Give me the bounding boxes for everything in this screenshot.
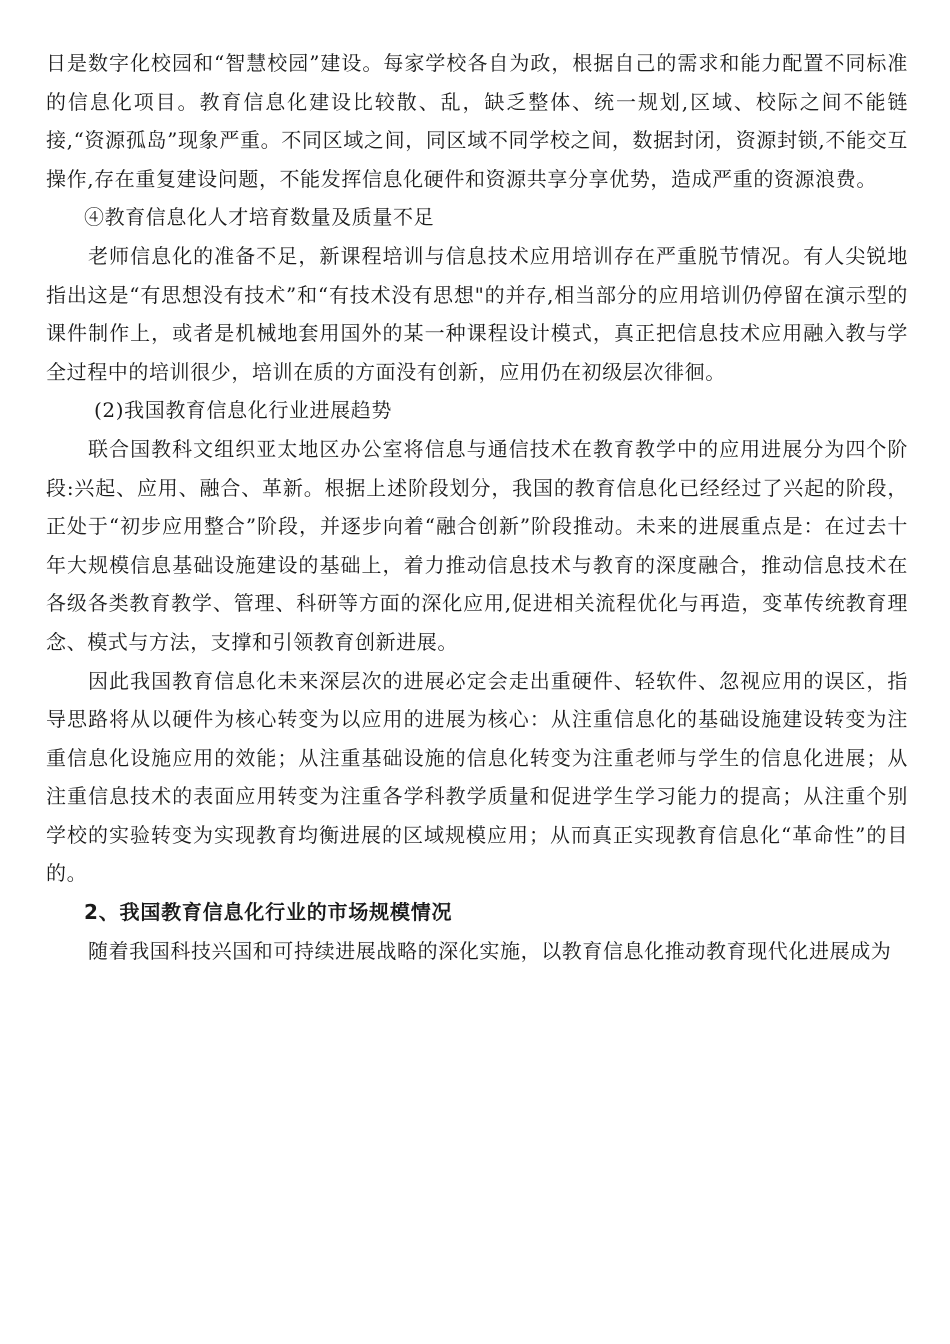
section-heading: (2)我国教育信息化行业进展趋势	[94, 398, 392, 423]
body-paragraph: 随着我国科技兴国和可持续进展战略的深化实施，以教育信息化推动教育现代化进展成为	[88, 938, 892, 963]
body-paragraph: 因此我国教育信息化未来深层次的进展必定会走出重硬件、轻软件、忽视应用的误区，指导思路将从以硬件为核心转变为以应用的进展为核心：从注重信息化的基础设施建设转变为注重信息化设施应用的效能；从注重基础设施的信息化转变为注重老师与学生的信息化进展；从注重信息技术的表面应用转变为注重各学科教学质量和促进学生学习能力的提高；从注重个别学校的实验转变为实现教育均衡进展的区域规模应用；从而真正实现教育信息化“革命性”的目的。	[46, 668, 908, 886]
document-page	[46, 44, 908, 970]
body-paragraph: 联合国教科文组织亚太地区办公室将信息与通信技术在教育教学中的应用进展分为四个阶段:兴起、应用、融合、革新。根据上述阶段划分，我国的教育信息化已经经过了兴起的阶段，正处于“初步应用整合”阶段，并逐步向着“融合创新”阶段推动。未来的进展重点是：在过去十年大规模信息基础设施建设的基础上，着力推动信息技术与教育的深度融合，推动信息技术在各级各类教育教学、管理、科研等方面的深化应用,促进相关流程优化与再造，变革传统教育理念、模式与方法，支撑和引领教育创新进展。	[46, 436, 908, 654]
body-paragraph: 日是数字化校园和“智慧校园”建设。每家学校各自为政，根据自己的需求和能力配置不同标准的信息化项目。教育信息化建设比较散、乱，缺乏整体、统一规划,区域、校际之间不能链接,“资源孤岛”现象严重。不同区域之间，同区域不同学校之间，数据封闭，资源封锁,不能交互操作,存在重复建设问题，不能发挥信息化硬件和资源共享分享优势，造成严重的资源浪费。	[46, 51, 908, 191]
body-paragraph: 老师信息化的准备不足，新课程培训与信息技术应用培训存在严重脱节情况。有人尖锐地指出这是“有思想没有技术”和“有技术没有思想"的并存,相当部分的应用培训仍停留在演示型的课件制作上，或者是机械地套用国外的某一种课程设计模式，真正把信息技术应用融入教与学全过程中的培训很少，培训在质的方面没有创新，应用仍在初级层次徘徊。	[46, 243, 908, 384]
bold-heading: 2、我国教育信息化行业的市场规模情况	[84, 900, 453, 925]
section-heading: ④教育信息化人才培育数量及质量不足	[84, 205, 435, 230]
